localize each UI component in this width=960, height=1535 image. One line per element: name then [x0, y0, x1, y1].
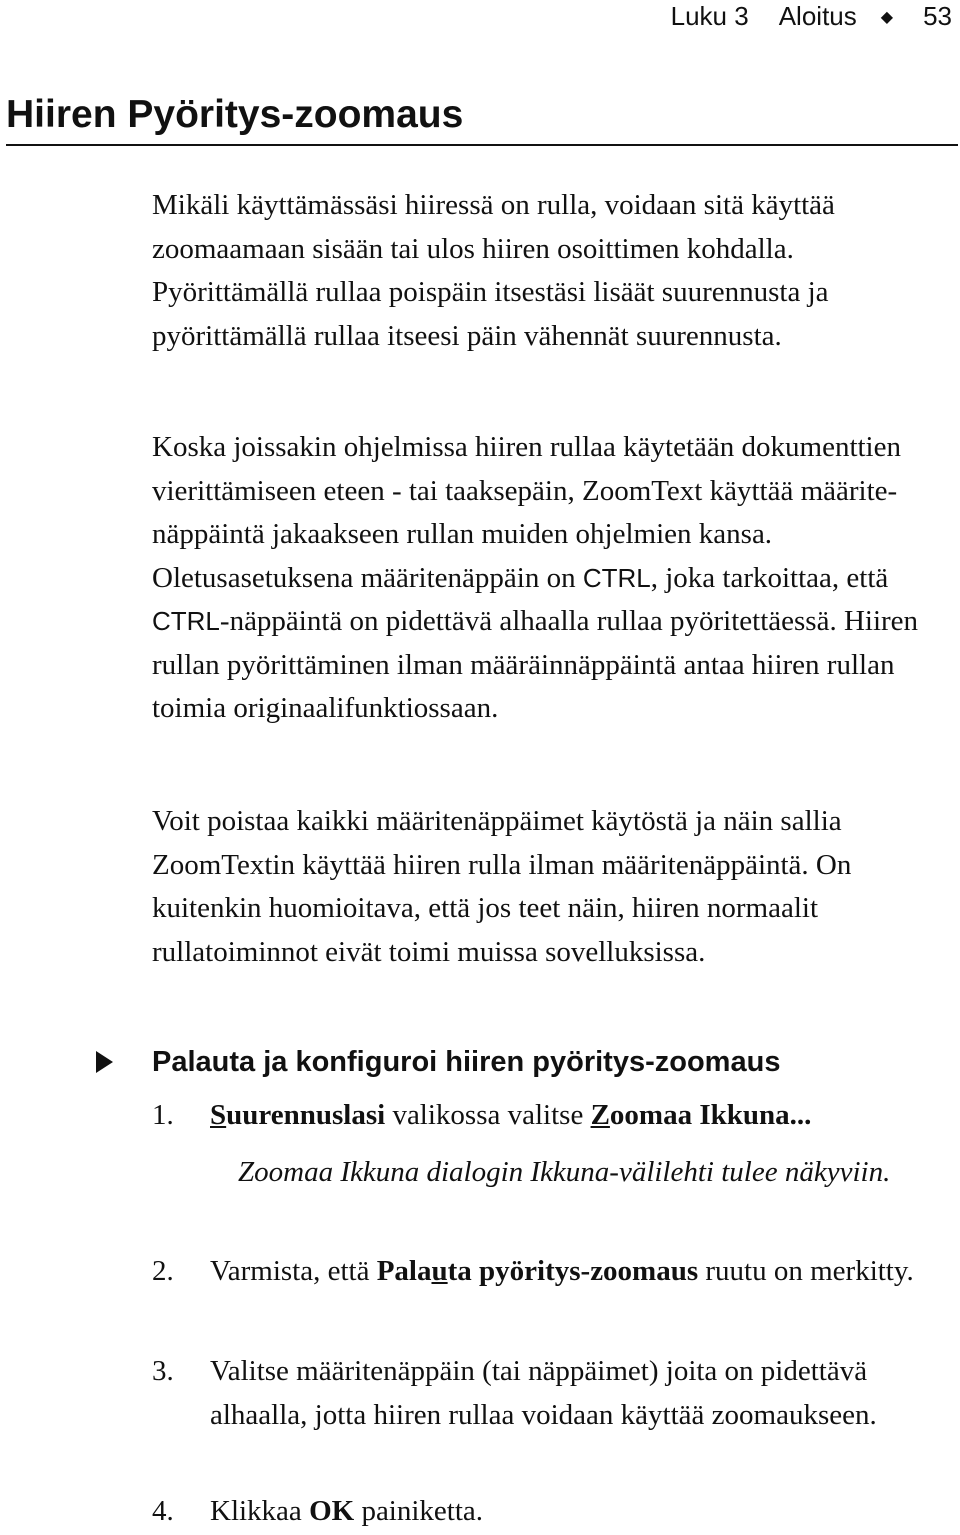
key-name: CTRL: [152, 606, 220, 636]
section-label: Aloitus: [778, 1, 857, 31]
paragraph-text: Koska joissakin ohjelmissa hiiren rullaa käytetään dokumenttien vierittämiseen eteen - tai taaksepäin, ZoomText käyttää määrite-näppäintä jakaakseen rullan muiden ohjelmien kansa. Oletusasetuksena määritenäppäin on: [152, 431, 901, 594]
step-text: Varmista, että Palauta pyöritys-zoomaus ruutu on merkitty.: [210, 1255, 914, 1287]
procedure-arrow-icon: [96, 1051, 113, 1073]
step-number: 4.: [152, 1495, 174, 1527]
paragraph-text: , joka tarkoittaa, että: [650, 561, 889, 594]
page-number: 53: [923, 1, 952, 31]
step-text: Valitse määritenäppäin (tai näppäimet) joita on pidettävä alhaalla, jotta hiiren rullaa voidaan käyttää zoomaukseen.: [210, 1355, 877, 1431]
menu-name: Suurennuslasi: [210, 1099, 386, 1131]
page-header: [671, 0, 952, 37]
step-text: Klikkaa OK painiketta.: [210, 1495, 484, 1527]
step-1-note: Zoomaa Ikkuna dialogin Ikkuna-välilehti tulee näkyviin.: [238, 1156, 891, 1188]
procedure-heading-text: Palauta ja konfiguroi hiiren pyöritys-zoomaus: [152, 1046, 781, 1078]
intro-paragraph: Mikäli käyttämässäsi hiiressä on rulla, voidaan sitä käyttää zoomaamaan sisään tai ulos hiiren osoittimen kohdalla. Pyörittämällä rullaa poispäin itsestäsi lisäät suurennusta ja pyörittämällä rullaa itseesi päin vähennät suurennusta.: [152, 189, 835, 352]
separator-icon: ◆: [880, 9, 894, 26]
button-name: OK: [309, 1495, 355, 1527]
step-number: 1.: [152, 1099, 174, 1131]
menu-item-name: Zoomaa Ikkuna...: [590, 1099, 812, 1131]
chapter-label: Luku 3: [670, 1, 749, 31]
checkbox-name: Palauta pyöritys-zoomaus: [376, 1255, 699, 1287]
key-name: CTRL: [582, 562, 651, 593]
title-rule: [6, 144, 958, 146]
modifier-paragraph: [152, 426, 952, 731]
step-number: 2.: [152, 1255, 174, 1287]
paragraph-text: -näppäintä on pidettävä alhaalla rullaa pyöritettäessä. Hiiren rullan pyörittäminen ilman määräinnäppäintä antaa hiiren rullan toimia originaalifunktiossaan.: [152, 605, 919, 724]
step-text: Suurennuslasi valikossa valitse Zoomaa Ikkuna...: [210, 1099, 812, 1131]
page-title: Hiiren Pyöritys-zoomaus: [6, 93, 464, 136]
step-number: 3.: [152, 1355, 174, 1387]
disable-paragraph: Voit poistaa kaikki määritenäppäimet käytöstä ja näin sallia ZoomTextin käyttää hiiren rulla ilman määritenäppäintä. On kuitenkin huomioitava, että jos teet näin, hiiren normaalit rullatoiminnot eivät toimi muissa sovelluksissa.: [152, 805, 852, 968]
